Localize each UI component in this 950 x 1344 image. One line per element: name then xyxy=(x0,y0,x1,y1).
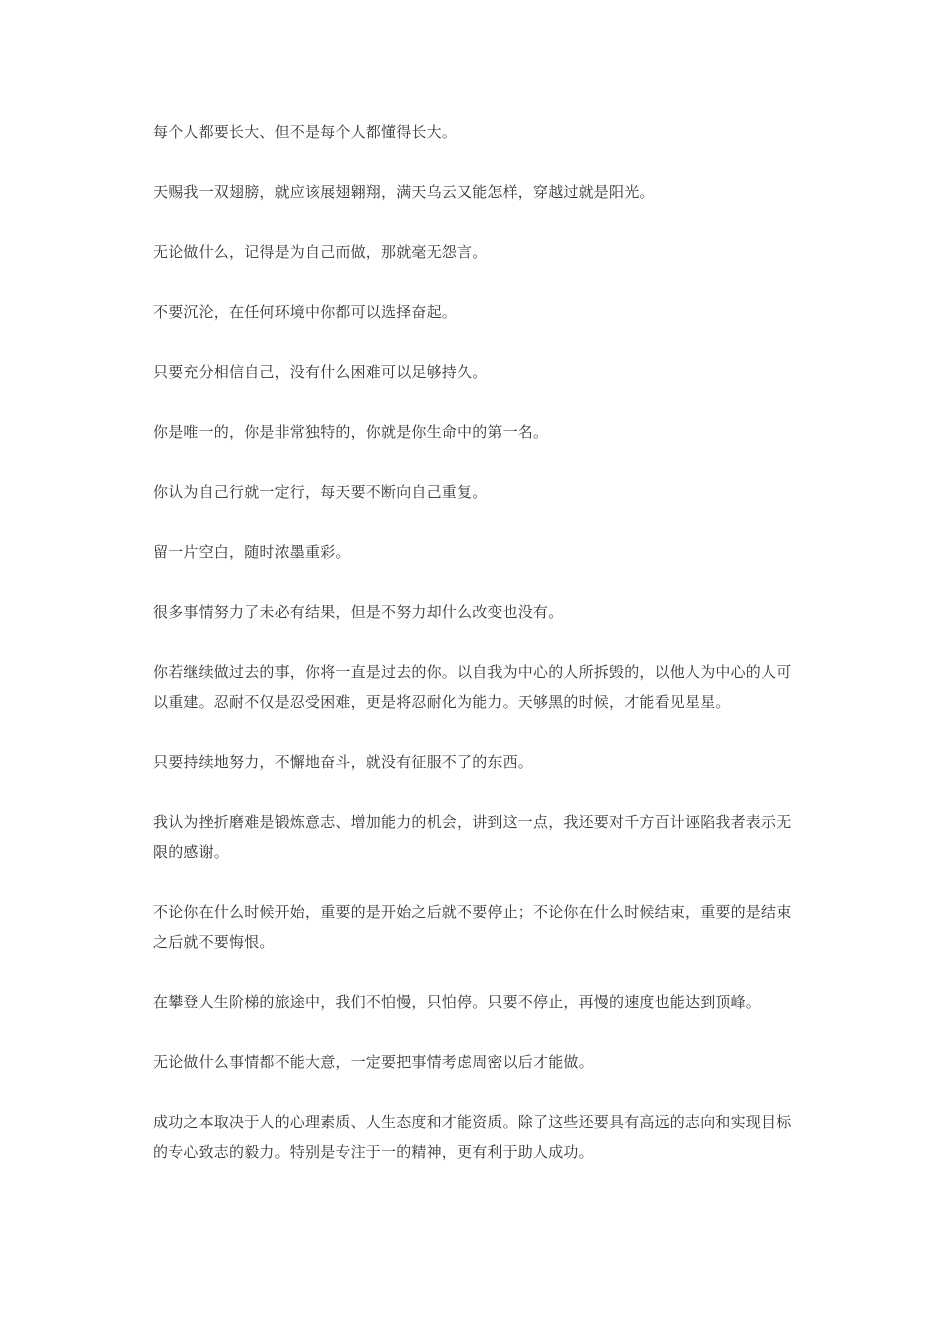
paragraph: 很多事情努力了未必有结果，但是不努力却什么改变也没有。 xyxy=(153,603,564,621)
paragraph: 天赐我一双翅膀，就应该展翅翱翔，满天乌云又能怎样，穿越过就是阳光。 xyxy=(153,183,655,201)
paragraph: 只要持续地努力，不懈地奋斗，就没有征服不了的东西。 xyxy=(153,753,534,771)
paragraph: 只要充分相信自己，没有什么困难可以足够持久。 xyxy=(153,363,488,381)
paragraph: 我认为挫折磨难是锻炼意志、增加能力的机会，讲到这一点，我还要对千方百计诬陷我者表示无限的感谢。 xyxy=(153,813,792,861)
paragraph: 不论你在什么时候开始，重要的是开始之后就不要停止；不论你在什么时候结束，重要的是结束之后就不要悔恨。 xyxy=(153,903,792,951)
paragraph: 不要沉沦，在任何环境中你都可以选择奋起。 xyxy=(153,303,458,321)
paragraph: 无论做什么，记得是为自己而做，那就毫无怨言。 xyxy=(153,243,488,261)
paragraph: 在攀登人生阶梯的旅途中，我们不怕慢，只怕停。只要不停止，再慢的速度也能达到顶峰。 xyxy=(153,993,762,1011)
paragraph: 你若继续做过去的事，你将一直是过去的你。以自我为中心的人所拆毁的，以他人为中心的人可以重建。忍耐不仅是忍受困难，更是将忍耐化为能力。天够黑的时候，才能看见星星。 xyxy=(153,663,792,711)
paragraph: 你是唯一的，你是非常独特的，你就是你生命中的第一名。 xyxy=(153,423,549,441)
paragraph: 每个人都要长大、但不是每个人都懂得长大。 xyxy=(153,123,458,141)
document-body xyxy=(153,117,798,1197)
paragraph: 留一片空白，随时浓墨重彩。 xyxy=(153,543,351,561)
paragraph: 你认为自己行就一定行，每天要不断向自己重复。 xyxy=(153,483,488,501)
paragraph: 成功之本取决于人的心理素质、人生态度和才能资质。除了这些还要具有高远的志向和实现目标的专心致志的毅力。特别是专注于一的精神，更有利于助人成功。 xyxy=(153,1113,792,1161)
paragraph: 无论做什么事情都不能大意，一定要把事情考虑周密以后才能做。 xyxy=(153,1053,594,1071)
